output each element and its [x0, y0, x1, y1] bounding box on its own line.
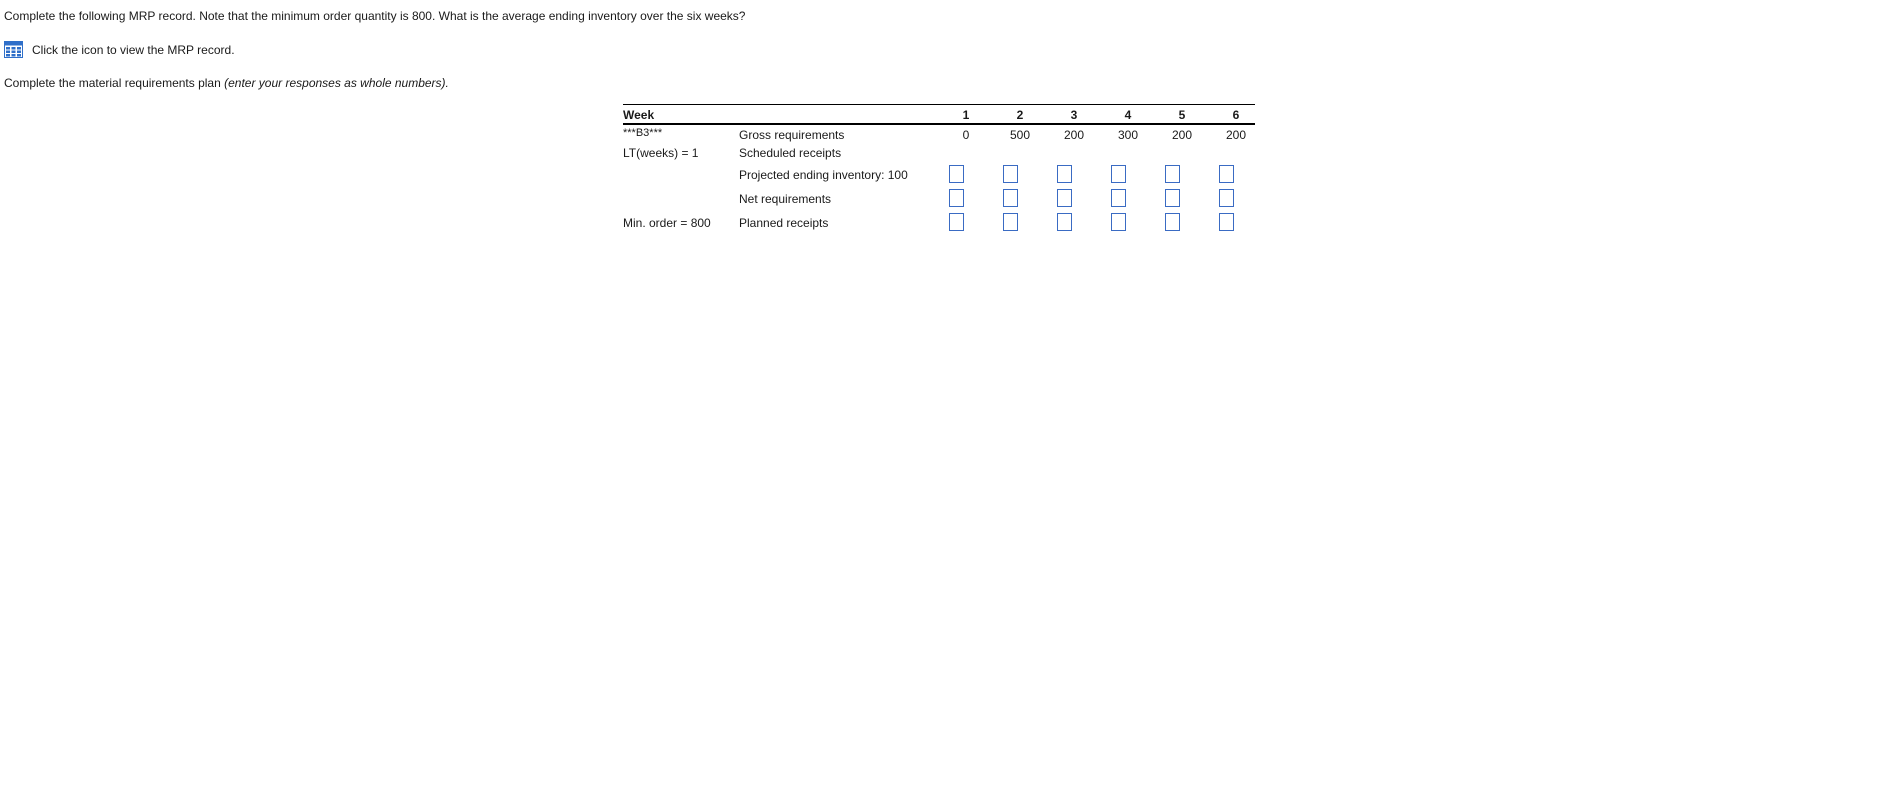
projected-inventory-week-6-input[interactable]: [1219, 165, 1234, 183]
planned-receipts-week-6-input[interactable]: [1219, 213, 1234, 231]
week-4-header: 4: [1124, 108, 1132, 122]
instruction-main: Complete the material requirements plan: [4, 76, 225, 90]
week-5-header: 5: [1178, 108, 1186, 122]
projected-inventory-label: Projected ending inventory: 100: [739, 168, 908, 182]
net-requirements-week-1-input[interactable]: [949, 189, 964, 207]
instruction-text: [4, 76, 449, 90]
view-mrp-record-link[interactable]: [4, 41, 235, 58]
gross-req-week-4: 300: [1117, 128, 1139, 142]
week-1-header: 1: [962, 108, 970, 122]
net-requirements-week-3-input[interactable]: [1057, 189, 1072, 207]
gross-req-week-6: 200: [1225, 128, 1247, 142]
projected-inventory-week-1-input[interactable]: [949, 165, 964, 183]
net-requirements-label: Net requirements: [739, 192, 832, 206]
item-label: ***B3***: [623, 127, 663, 139]
instruction-hint: (enter your responses as whole numbers).: [224, 76, 449, 90]
net-requirements-week-2-input[interactable]: [1003, 189, 1018, 207]
lead-time-label: LT(weeks) = 1: [623, 146, 699, 160]
net-requirements-week-6-input[interactable]: [1219, 189, 1234, 207]
projected-inventory-week-3-input[interactable]: [1057, 165, 1072, 183]
planned-receipts-week-5-input[interactable]: [1165, 213, 1180, 231]
gross-req-week-3: 200: [1063, 128, 1085, 142]
scheduled-receipts-label: Scheduled receipts: [739, 146, 842, 160]
question-text: Complete the following MRP record. Note that the minimum order quantity is 800. What is the average ending inventory over the six weeks?: [4, 9, 746, 23]
net-requirements-week-5-input[interactable]: [1165, 189, 1180, 207]
planned-receipts-week-4-input[interactable]: [1111, 213, 1126, 231]
view-mrp-record-label: Click the icon to view the MRP record.: [32, 42, 235, 57]
projected-inventory-week-5-input[interactable]: [1165, 165, 1180, 183]
planned-receipts-week-2-input[interactable]: [1003, 213, 1018, 231]
min-order-label: Min. order = 800: [623, 216, 711, 230]
gross-requirements-label: Gross requirements: [739, 128, 845, 142]
gross-req-week-5: 200: [1171, 128, 1193, 142]
week-3-header: 3: [1070, 108, 1078, 122]
table-top-rule: [623, 104, 1255, 105]
planned-receipts-label: Planned receipts: [739, 216, 829, 230]
week-6-header: 6: [1232, 108, 1240, 122]
projected-inventory-week-4-input[interactable]: [1111, 165, 1126, 183]
planned-receipts-week-1-input[interactable]: [949, 213, 964, 231]
gross-req-week-1: 0: [962, 128, 970, 142]
week-2-header: 2: [1016, 108, 1024, 122]
table-icon[interactable]: [4, 41, 23, 58]
projected-inventory-week-2-input[interactable]: [1003, 165, 1018, 183]
table-header-rule: [623, 123, 1255, 125]
planned-receipts-week-3-input[interactable]: [1057, 213, 1072, 231]
gross-req-week-2: 500: [1009, 128, 1031, 142]
net-requirements-week-4-input[interactable]: [1111, 189, 1126, 207]
week-header: Week: [623, 108, 655, 122]
